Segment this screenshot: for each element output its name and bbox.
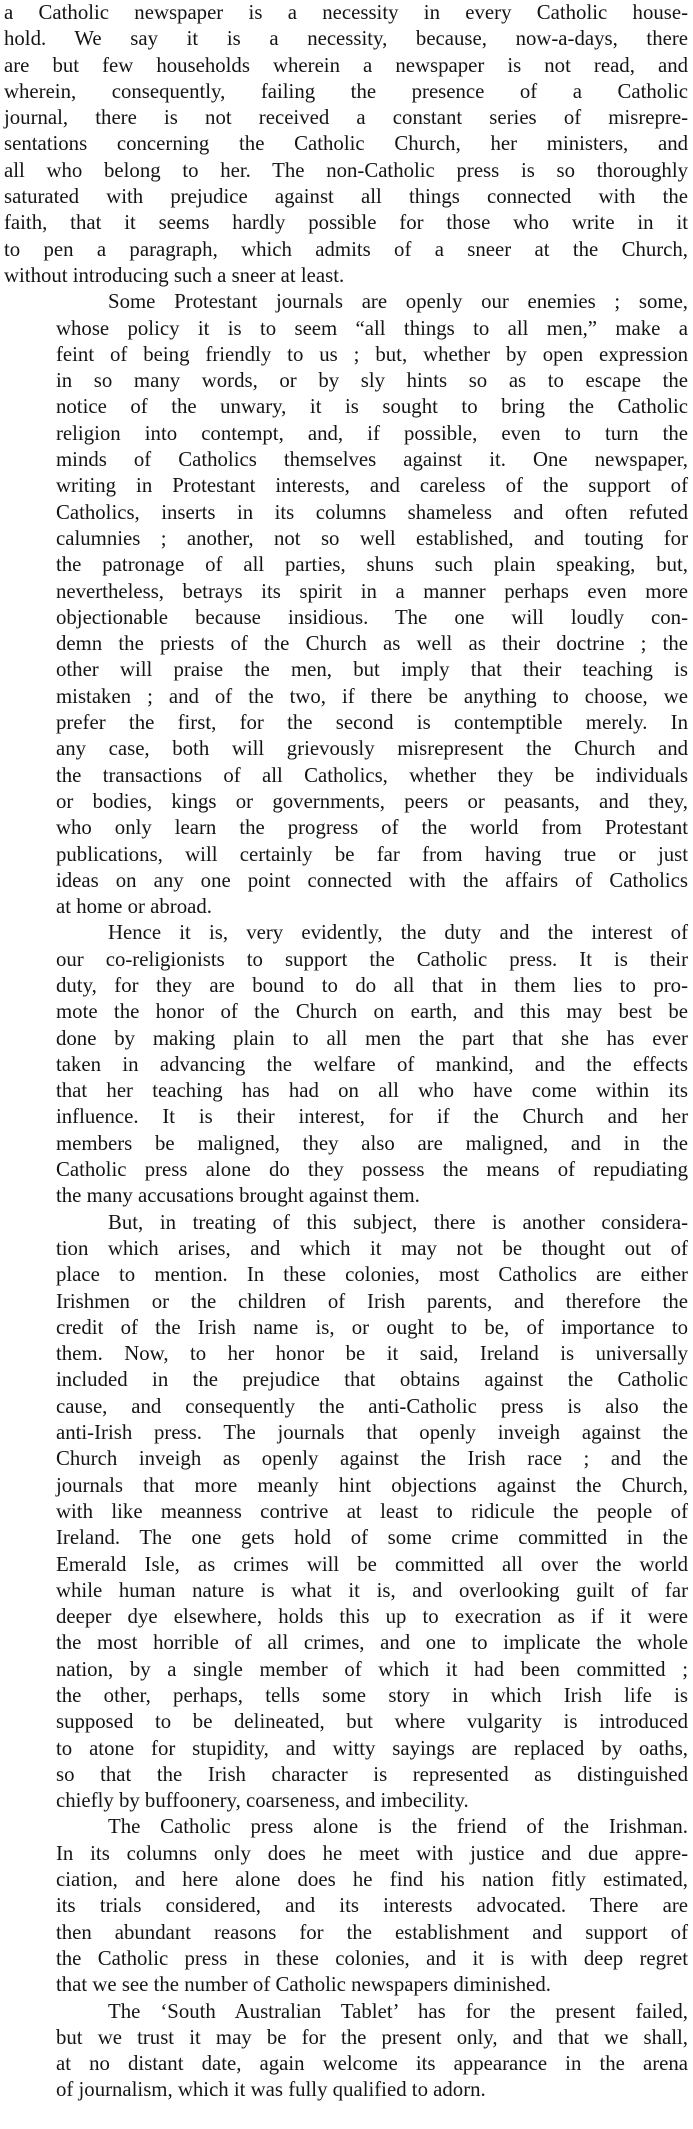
text-line: a Catholic newspaper is a necessity in every Catholic house-	[4, 1, 688, 24]
paragraph	[4, 920, 688, 1209]
text-line: duty, for they are bound to do all that in them lies to pro-	[56, 973, 688, 997]
text-line: publications, will certainly be far from having true or just	[56, 842, 688, 866]
text-line: credit of the Irish name is, or ought to be, of importance to	[56, 1315, 688, 1339]
text-line: then abundant reasons for the establishment and support of	[56, 1920, 688, 1944]
text-line: nation, by a single member of which it had been committed ;	[56, 1657, 688, 1681]
text-line: journals that more meanly hint objections against the Church,	[56, 1473, 688, 1497]
text-line: cause, and consequently the anti-Catholic press is also the	[56, 1394, 688, 1418]
text-line: Irishmen or the children of Irish parents, and therefore the	[56, 1289, 688, 1313]
text-line: at no distant date, again welcome its appearance in the arena	[56, 2052, 688, 2076]
text-line: tion which arises, and which it may not be thought out of	[56, 1236, 688, 1260]
text-line: But, in treating of this subject, there is another considera-	[108, 1210, 688, 1234]
text-line: taken in advancing the welfare of mankind, and the effects	[56, 1052, 688, 1076]
paragraph	[4, 0, 688, 289]
text-line: religion into contempt, and, if possible, even to turn the	[56, 421, 688, 445]
text-line: the other, perhaps, tells some story in which Irish life is	[56, 1684, 688, 1707]
text-line: the most horrible of all crimes, and one to implicate the whole	[56, 1631, 688, 1655]
article-body	[4, 0, 688, 2104]
text-line: who only learn the progress of the world from Protestant	[56, 816, 688, 840]
text-line: them. Now, to her honor be it said, Ireland is universally	[56, 1342, 688, 1366]
text-line: the transactions of all Catholics, whether they be individuals	[56, 763, 688, 787]
text-line: The ‘South Australian Tablet’ has for the present failed,	[108, 1999, 688, 2023]
text-line: supposed to be delineated, but where vulgarity is introduced	[56, 1710, 688, 1734]
text-line: Some Protestant journals are openly our enemies ; some,	[108, 290, 688, 314]
text-line: at home or abroad.	[56, 895, 212, 919]
text-line: any case, both will grievously misrepresent the Church and	[56, 737, 688, 761]
paragraph	[4, 1210, 688, 1815]
text-line: the patronage of all parties, shuns such plain speaking, but,	[56, 553, 688, 577]
text-line: so that the Irish character is represented as distinguished	[56, 1762, 688, 1786]
text-line: anti-Irish press. The journals that openly inveigh against the	[56, 1421, 688, 1445]
text-line: demn the priests of the Church as well as their doctrine ; the	[56, 632, 688, 656]
text-line: sentations concerning the Catholic Church, her ministers, and	[4, 132, 688, 156]
text-line: faith, that it seems hardly possible for those who write in it	[4, 211, 688, 235]
text-line: Ireland. The one gets hold of some crime committed in the	[56, 1526, 688, 1550]
text-line: The Catholic press alone is the friend of the Irishman.	[108, 1815, 688, 1839]
text-line: the Catholic press in these colonies, and it is with deep regret	[56, 1946, 688, 1970]
text-line: Hence it is, very evidently, the duty and the interest of	[108, 921, 688, 945]
text-line: saturated with prejudice against all things connected with the	[4, 185, 688, 209]
text-line: feint of being friendly to us ; but, whether by open expression	[56, 342, 688, 366]
text-line: wherein, consequently, failing the presence of a Catholic	[4, 79, 688, 103]
text-line: Church inveigh as openly against the Irish race ; and the	[56, 1447, 688, 1471]
text-line: minds of Catholics themselves against it. One newspaper,	[56, 448, 688, 472]
text-line: place to mention. In these colonies, most Catholics are either	[56, 1263, 688, 1287]
text-line: In its columns only does he meet with justice and due appre-	[56, 1841, 688, 1865]
text-line: Emerald Isle, as crimes will be committed all over the world	[56, 1552, 688, 1576]
text-line: of journalism, which it was fully qualified to adorn.	[56, 2078, 486, 2102]
text-line: or bodies, kings or governments, peers or peasants, and they,	[56, 789, 688, 813]
text-line: ciation, and here alone does he find his nation fitly estimated,	[56, 1868, 688, 1892]
text-line: other will praise the men, but imply that their teaching is	[56, 658, 688, 682]
text-line: influence. It is their interest, for if the Church and her	[56, 1105, 688, 1129]
text-line: journal, there is not received a constant series of misrepre-	[4, 106, 688, 130]
text-line: done by making plain to all men the part that she has ever	[56, 1026, 688, 1050]
text-line: to pen a paragraph, which admits of a sneer at the Church,	[4, 237, 688, 261]
text-line: Catholic press alone do they possess the means of repudiating	[56, 1158, 688, 1182]
text-line: in so many words, or by sly hints so as to escape the	[56, 369, 688, 393]
paragraph	[4, 1999, 688, 2104]
text-line: mistaken ; and of the two, if there be anything to choose, we	[56, 684, 688, 708]
text-line: deeper dye elsewhere, holds this up to execration as if it were	[56, 1605, 688, 1629]
text-line: the many accusations brought against them.	[56, 1184, 420, 1208]
text-line: without introducing such a sneer at least.	[4, 263, 345, 287]
text-line: ideas on any one point connected with the affairs of Catholics	[56, 868, 688, 892]
text-line: calumnies ; another, not so well established, and touting for	[56, 526, 688, 550]
text-line: mote the honor of the Church on earth, and this may best be	[56, 1000, 688, 1024]
text-line: that we see the number of Catholic newspapers diminished.	[56, 1973, 551, 1997]
text-line: whose policy it is to seem “all things to all men,” make a	[56, 316, 688, 340]
text-line: chiefly by buffoonery, coarseness, and imbecility.	[56, 1789, 469, 1813]
text-line: prefer the first, for the second is contemptible merely. In	[56, 711, 688, 735]
text-line: its trials considered, and its interests advocated. There are	[56, 1894, 688, 1918]
text-line: objectionable because insidious. The one will loudly con-	[56, 605, 688, 629]
text-line: that her teaching has had on all who have come within its	[56, 1079, 688, 1103]
text-line: but we trust it may be for the present only, and that we shall,	[56, 2025, 688, 2049]
text-line: writing in Protestant interests, and careless of the support of	[56, 474, 688, 498]
text-line: included in the prejudice that obtains against the Catholic	[56, 1368, 688, 1392]
text-line: are but few households wherein a newspaper is not read, and	[4, 53, 688, 77]
text-line: while human nature is what it is, and overlooking guilt of far	[56, 1578, 688, 1602]
text-line: nevertheless, betrays its spirit in a manner perhaps even more	[56, 579, 688, 603]
text-line: Catholics, inserts in its columns shameless and often refuted	[56, 500, 688, 524]
text-line: notice of the unwary, it is sought to bring the Catholic	[56, 395, 688, 419]
text-line: with like meanness contrive at least to ridicule the people of	[56, 1499, 688, 1523]
text-line: to atone for stupidity, and witty sayings are replaced by oaths,	[56, 1736, 688, 1760]
text-line: hold. We say it is a necessity, because, now-a-days, there	[4, 27, 688, 51]
paragraph	[4, 1814, 688, 1998]
paragraph	[4, 289, 688, 920]
text-line: our co-religionists to support the Catholic press. It is their	[56, 947, 688, 971]
text-line: all who belong to her. The non-Catholic press is so thoroughly	[4, 158, 688, 182]
text-line: members be maligned, they also are maligned, and in the	[56, 1131, 688, 1155]
